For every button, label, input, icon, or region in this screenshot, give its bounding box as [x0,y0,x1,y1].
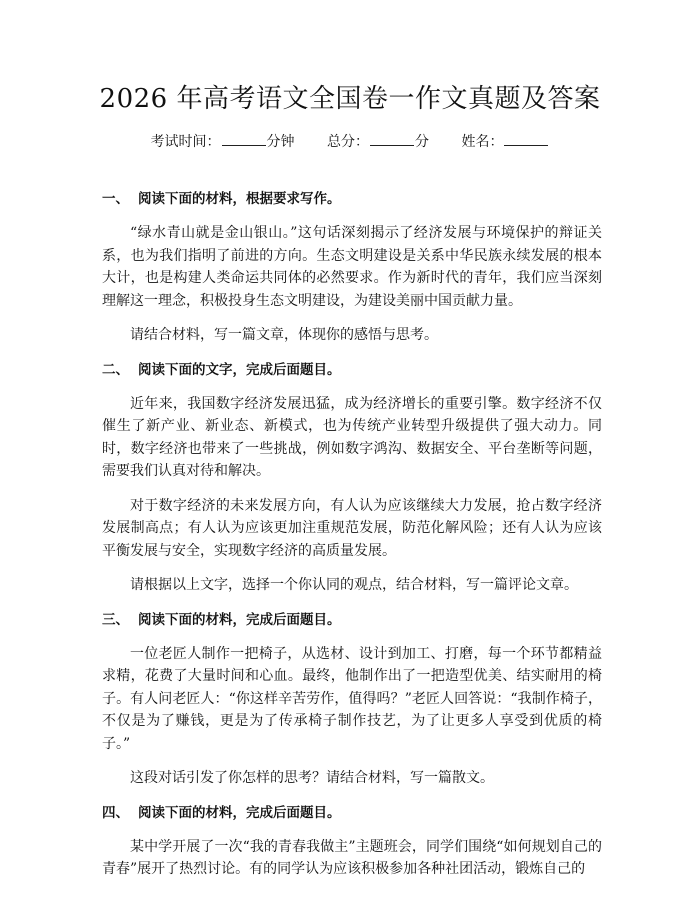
material-paragraph: 近年来，我国数字经济发展迅猛，成为经济增长的重要引擎。数字经济不仅催生了新产业、新业态、新模式，也为传统产业转型升级提供了强大动力。同时，数字经济也带来了一些挑战，例如数字鸿沟、数据安全、平台垄断等问题，需要我们认真对待和解决。 [102,395,602,479]
question-number: 一、 [102,191,129,207]
question-section-1 [102,188,602,347]
page-title: 2026 年高考语文全国卷一作文真题及答案 [99,84,601,114]
question-heading-text: 阅读下面的材料，根据要求写作。 [138,191,341,207]
exam-meta-line [0,131,700,152]
student-name-field [461,131,549,152]
writing-prompt: 请结合材料，写一篇文章，体现你的感悟与思考。 [130,327,438,343]
exam-time-field [151,131,295,152]
question-number: 二、 [102,361,129,378]
total-score-unit: 分 [415,134,429,150]
exam-time-blank [222,131,266,146]
student-name-label: 姓名： [461,134,504,150]
material-paragraph: 某中学开展了一次“我的青春我做主”主题班会，同学们围绕“如何规划自己的青春”展开了热烈讨论。有的同学认为应该积极参加各种社团活动，锻炼自己的 [102,838,602,877]
writing-prompt: 请根据以上文字，选择一个你认同的观点，结合材料，写一篇评论文章。 [130,577,578,593]
question-heading [102,188,602,210]
material-paragraph: 对于数字经济的未来发展方向，有人认为应该继续大力发展，抢占数字经济发展制高点；有人认为应该更加注重规范发展，防范化解风险；还有人认为应该平衡发展与安全，实现数字经济的高质量发展。 [102,497,602,559]
question-section-2 [102,359,602,597]
question-heading-text: 阅读下面的文字，完成后面题目。 [138,361,341,378]
question-section-4 [102,802,602,881]
question-heading-text: 阅读下面的材料，完成后面题目。 [138,611,341,628]
question-heading-text: 阅读下面的材料，完成后面题目。 [138,804,341,821]
exam-content [102,188,602,893]
question-heading [102,802,602,824]
exam-time-label: 考试时间： [150,134,221,150]
question-heading [102,609,602,631]
total-score-field [327,131,429,152]
question-number: 三、 [102,611,129,628]
material-paragraph: 一位老匠人制作一把椅子，从选材、设计到加工、打磨，每一个环节都精益求精，花费了大量时间和心血。最终，他制作出了一把造型优美、结实耐用的椅子。有人问老匠人：“你这样辛苦劳作，值得吗？”老匠人回答说：“我制作椅子，不仅是为了赚钱，更是为了传承椅子制作技艺，为了让更多人享受到优质的椅子。” [102,645,602,752]
total-score-label: 总分： [327,134,369,150]
exam-time-unit: 分钟 [266,134,295,150]
total-score-blank [370,131,414,146]
question-section-3 [102,609,602,790]
writing-prompt: 这段对话引发了你怎样的思考？请结合材料，写一篇散文。 [130,770,494,786]
question-heading [102,359,602,381]
material-paragraph: “绿水青山就是金山银山。”这句话深刻揭示了经济发展与环境保护的辩证关系，也为我们指明了前进的方向。生态文明建设是关系中华民族永续发展的根本大计，也是构建人类命运共同体的必然要求。作为新时代的青年，我们应当深刻理解这一理念，积极投身生态文明建设，为建设美丽中国贡献力量。 [102,225,602,309]
student-name-blank [504,131,548,146]
question-number: 四、 [102,804,129,821]
